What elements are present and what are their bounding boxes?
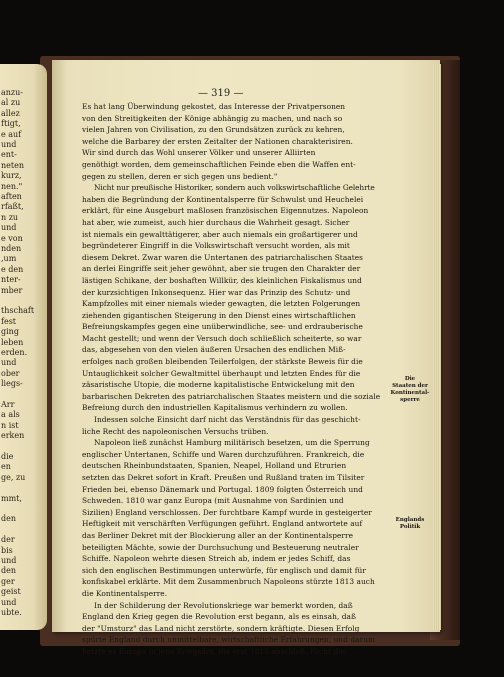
left-page-line: n ist bbox=[1, 420, 19, 430]
left-page-line: n zu bbox=[1, 212, 19, 222]
left-page-line: und bbox=[1, 140, 17, 149]
margin-note-staaten bbox=[390, 376, 430, 404]
left-page-line: nen." bbox=[1, 181, 23, 191]
left-page-line: erken bbox=[1, 431, 25, 441]
left-page-line: allez bbox=[1, 108, 20, 118]
left-page-line: den bbox=[1, 566, 17, 576]
text-line: zäsaristische Utopie, die moderne kapitalistische Entwickelung mit den bbox=[82, 380, 355, 390]
left-page-line: mmt, bbox=[1, 493, 22, 503]
text-line: hetzte es Europa in jene Kriegsära, die erst 1815 abschloß. Nicht die bbox=[82, 646, 346, 656]
text-line: diesem Dekret. Zwar waren die Untertanen des patriarchalischen Staates bbox=[82, 252, 364, 262]
left-page-line: ge, zu bbox=[1, 472, 26, 482]
text-line: Untauglichkeit solcher Gewaltmittel überhaupt und letzten Endes für die bbox=[82, 368, 361, 378]
left-page-line: kurz, bbox=[1, 171, 22, 181]
text-line: das Berliner Dekret mit der Blockierung aller an der Kontinentalsperre bbox=[82, 530, 354, 540]
margin-note-england bbox=[390, 517, 430, 531]
margin-note-line: sperre bbox=[400, 397, 420, 403]
left-page-line: thschaft bbox=[1, 306, 35, 316]
text-line: der kurzsichtigen Inkonsequenz. Hier war das Prinzip des Schutz- und bbox=[82, 287, 351, 297]
left-page-line: fest bbox=[1, 316, 17, 326]
left-page-line: nden bbox=[1, 244, 22, 253]
text-line: barbarischen Dekreten des patriarchalischen Staates meistern und die soziale bbox=[82, 391, 381, 401]
text-line: setzten das Dekret sofort in Kraft. Preußen und Rußland traten im Tilsiter bbox=[82, 473, 365, 482]
text-line: ist niemals ein gewalttätigerer, aber auch niemals ein großartigerer und bbox=[82, 229, 358, 239]
text-line: beteiligten Mächte, sowie der Durchsuchung und Besteuerung neutraler bbox=[82, 542, 359, 552]
body-text bbox=[82, 101, 382, 658]
left-page-line: e den bbox=[1, 264, 24, 274]
text-line: Wir sind durch das Wohl unserer Völker und unserer Alliirten bbox=[82, 148, 316, 158]
text-line: Sizilien) England verschlossen. Der furchtbare Kampf wurde in gesteigerter bbox=[82, 507, 372, 517]
margin-note-line: Staaten der bbox=[392, 383, 428, 389]
text-line: der "Umsturz" das Land nicht zerstörte, sondern kräftigte. Diesen Erfolg bbox=[82, 623, 360, 633]
text-line: Frieden bei, ebenso Dänemark und Portugal. 1809 folgten Österreich und bbox=[82, 484, 363, 494]
left-page-line: leben bbox=[1, 337, 24, 347]
text-line: spürte England durch unmittelbare, wirtschaftliche Erfahrungen, und darum bbox=[82, 635, 376, 645]
left-page-line: der bbox=[1, 535, 15, 545]
text-line: das, abgesehen von den vielen äußeren Ursachen des endlichen Miß- bbox=[82, 345, 346, 355]
text-line: liche Recht des napoleonischen Versuchs trüben. bbox=[82, 426, 269, 436]
left-page-line: ging bbox=[1, 327, 19, 337]
text-line: welche die Barbarey der ersten Zeitalter der Nationen charakterisiren. bbox=[82, 136, 353, 146]
text-line: Befreiungskampfes gegen eine unüberwindliche, see- und erdrauberische bbox=[82, 322, 363, 332]
left-page-line: al zu bbox=[1, 98, 21, 108]
text-line: Macht gestellt; und wenn der Versuch doch schließlich scheiterte, so war bbox=[82, 333, 362, 343]
text-line: Es hat lang Überwindung gekostet, das Interesse der Privatpersonen bbox=[82, 102, 346, 111]
left-page-line: und bbox=[1, 597, 17, 607]
left-page-line: erden. bbox=[1, 348, 28, 357]
text-line: begründeterer Eingriff in die Volkswirtschaft versucht worden, als mit bbox=[82, 241, 350, 251]
margin-note-line: Politik bbox=[399, 524, 421, 530]
left-page-line: rfaßt, bbox=[1, 202, 24, 212]
left-page-line: mber bbox=[1, 285, 23, 295]
text-line: England den Krieg gegen die Revolution erst begann, als es einsah, daß bbox=[82, 612, 356, 622]
left-page-line: Arr bbox=[1, 400, 15, 409]
text-line: sich den englischen Bestimmungen unterwürfe, für englisch und damit für bbox=[82, 565, 366, 575]
text-line: die Kontinentalsperre. bbox=[82, 588, 168, 598]
left-page-line: en bbox=[1, 462, 11, 472]
left-page-line: ger bbox=[1, 576, 15, 586]
page-edges bbox=[433, 64, 441, 630]
left-page-line: die bbox=[1, 452, 14, 461]
left-page-line: ftigt, bbox=[1, 119, 21, 129]
text-line: von den Streitigkeiten der Könige abhängig zu machen, und nach so bbox=[82, 113, 343, 123]
margin-note-line: Die bbox=[404, 376, 416, 382]
left-page-line: und bbox=[1, 556, 17, 565]
text-line: Napoleon ließ zunächst Hamburg militärisch besetzen, um die Sperrung bbox=[94, 438, 370, 448]
text-line: Nicht nur preußische Historiker, sondern auch volkswirtschaftliche Gelehrte bbox=[94, 183, 375, 193]
text-line: Schweden. 1810 war ganz Europa (mit Ausnahme von Sardinien und bbox=[82, 496, 344, 506]
page-number: — 319 — bbox=[198, 88, 244, 99]
left-page-line: nter- bbox=[1, 275, 21, 285]
margin-note-line: Englands bbox=[395, 517, 425, 523]
left-page-line: ,um bbox=[1, 254, 17, 264]
left-page-line: neten bbox=[1, 160, 24, 170]
text-line: Schiffe. Napoleon wehrte diesen Streich ab, indem er jedes Schiff, das bbox=[82, 554, 351, 564]
text-line: hat aber, wie zumeist, auch hier durchaus die Wahrheit gesagt. Sicher bbox=[82, 217, 350, 227]
left-page-line: aften bbox=[1, 192, 22, 201]
left-page-line: ober bbox=[1, 368, 20, 378]
text-line: Heftigkeit mit verschärften Verfügungen geführt. England antwortete auf bbox=[82, 519, 363, 529]
text-line: konfiskabel erklärte. Mit dem Zusammenbruch Napoleons stürzte 1813 auch bbox=[82, 577, 375, 587]
left-page-line: liegs- bbox=[1, 379, 23, 389]
left-page-line: a als bbox=[1, 410, 20, 420]
text-line: lästigen Schikane, der boshaften Willkür, des kleinlichen Fiskalismus und bbox=[82, 275, 362, 285]
text-line: erklärt, für eine Ausgeburt maßlosen französischen Eigennutzes. Napoleon bbox=[82, 206, 369, 216]
text-line: Befreiung durch den industriellen Kapitalismus verhindern zu wollen. bbox=[82, 403, 348, 413]
left-page-line: ubte. bbox=[1, 608, 22, 617]
left-page bbox=[0, 64, 47, 630]
left-page-line: und bbox=[1, 358, 17, 368]
text-line: haben die Begründung der Kontinentalsperre für Schwulst und Heuchelei bbox=[82, 194, 364, 204]
left-page-line: anzu- bbox=[1, 88, 23, 97]
text-line: In der Schilderung der Revolutionskriege war bemerkt worden, daß bbox=[94, 600, 353, 610]
text-line: deutschen Rheinbundstaaten, Spanien, Neapel, Holland und Etrurien bbox=[82, 461, 347, 471]
left-page-line: e auf bbox=[1, 129, 22, 139]
left-page-line: e von bbox=[1, 233, 23, 243]
text-line: ziehenden gigantischen Steigerung in den Dienst eines wirtschaftlichen bbox=[82, 310, 356, 320]
text-line: gegen zu stellen, deren er sich gegen uns bedient." bbox=[82, 171, 278, 181]
text-line: Kampfzolles mit einer niemals wieder gewagten, die letzten Folgerungen bbox=[82, 299, 361, 309]
margin-note-line: Kontinental- bbox=[390, 390, 430, 396]
text-line: genöthigt worden, dem gemeinschaftlichen Feinde eben die Waffen ent- bbox=[82, 159, 356, 169]
left-page-line: den bbox=[1, 514, 17, 524]
left-page-line: geist bbox=[1, 587, 21, 597]
left-page-line: bis bbox=[1, 545, 13, 555]
text-line: englischer Untertanen, Schiffe und Waren durchzuführen. Frankreich, die bbox=[82, 449, 365, 459]
left-page-line: ent- bbox=[1, 150, 17, 160]
text-line: vielen Jahren von Civilisation, zu den Grundsätzen zurück zu kehren, bbox=[82, 125, 345, 135]
text-line: an derlei Eingriffe seit jeher gewöhnt, aber sie trugen den Charakter der bbox=[82, 264, 361, 274]
text-line: Indessen solche Einsicht darf nicht das Verständnis für das geschicht- bbox=[94, 415, 361, 425]
text-line: erfolges nach großen bleibenden Teilerfolgen, der stärkste Beweis für die bbox=[82, 357, 363, 367]
left-page-line: und bbox=[1, 223, 17, 233]
